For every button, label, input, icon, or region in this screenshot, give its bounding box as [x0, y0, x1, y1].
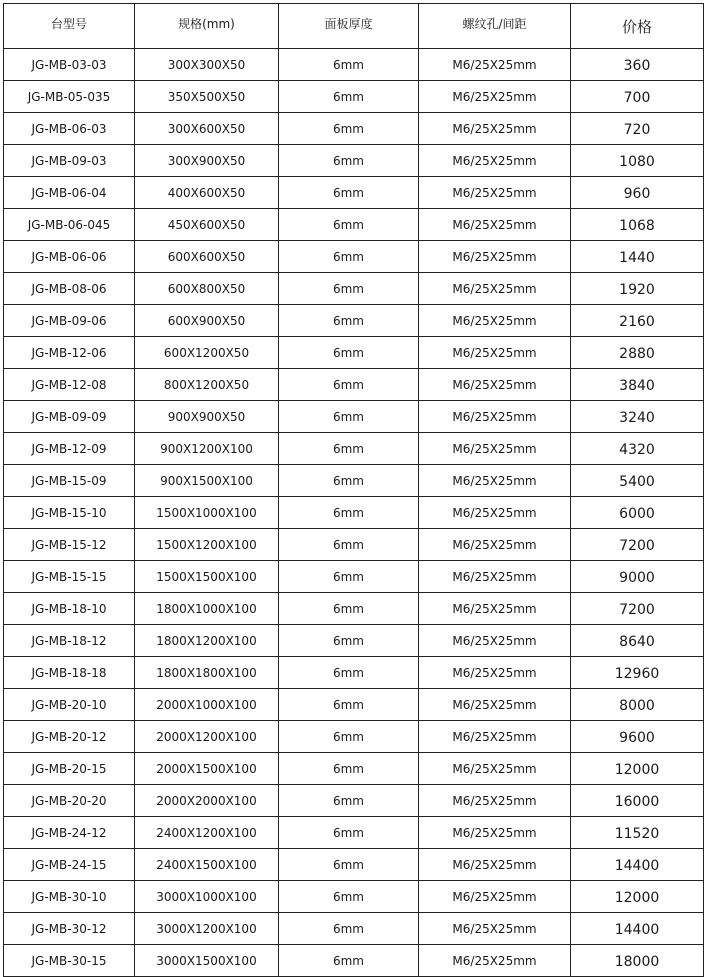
cell-price: 3840 [571, 369, 704, 401]
cell-hole-spacing: M6/25X25mm [419, 785, 571, 817]
cell-size: 300X900X50 [135, 145, 279, 177]
cell-thickness: 6mm [279, 337, 419, 369]
cell-price: 1068 [571, 209, 704, 241]
cell-thickness: 6mm [279, 625, 419, 657]
cell-price: 4320 [571, 433, 704, 465]
cell-size: 450X600X50 [135, 209, 279, 241]
cell-hole-spacing: M6/25X25mm [419, 913, 571, 945]
cell-price: 360 [571, 49, 704, 81]
cell-thickness: 6mm [279, 497, 419, 529]
cell-thickness: 6mm [279, 241, 419, 273]
cell-size: 1800X1200X100 [135, 625, 279, 657]
table-row [4, 945, 704, 977]
cell-size: 3000X1000X100 [135, 881, 279, 913]
cell-price: 8000 [571, 689, 704, 721]
cell-model: JG-MB-09-09 [4, 401, 135, 433]
cell-size: 3000X1200X100 [135, 913, 279, 945]
cell-price: 1080 [571, 145, 704, 177]
cell-hole-spacing: M6/25X25mm [419, 401, 571, 433]
cell-model: JG-MB-15-10 [4, 497, 135, 529]
cell-model: JG-MB-30-12 [4, 913, 135, 945]
cell-size: 900X900X50 [135, 401, 279, 433]
cell-hole-spacing: M6/25X25mm [419, 689, 571, 721]
cell-thickness: 6mm [279, 753, 419, 785]
cell-hole-spacing: M6/25X25mm [419, 81, 571, 113]
table-row [4, 145, 704, 177]
cell-hole-spacing: M6/25X25mm [419, 241, 571, 273]
cell-model: JG-MB-06-03 [4, 113, 135, 145]
cell-size: 900X1500X100 [135, 465, 279, 497]
cell-hole-spacing: M6/25X25mm [419, 209, 571, 241]
table-row [4, 625, 704, 657]
cell-model: JG-MB-12-08 [4, 369, 135, 401]
table-header-row [4, 4, 704, 49]
header-size: 规格(mm) [135, 4, 279, 49]
cell-thickness: 6mm [279, 81, 419, 113]
table-row [4, 785, 704, 817]
cell-model: JG-MB-30-10 [4, 881, 135, 913]
cell-size: 600X800X50 [135, 273, 279, 305]
cell-price: 2880 [571, 337, 704, 369]
table-row [4, 401, 704, 433]
cell-price: 8640 [571, 625, 704, 657]
cell-price: 2160 [571, 305, 704, 337]
cell-price: 1920 [571, 273, 704, 305]
header-thickness: 面板厚度 [279, 4, 419, 49]
cell-hole-spacing: M6/25X25mm [419, 593, 571, 625]
cell-thickness: 6mm [279, 209, 419, 241]
cell-hole-spacing: M6/25X25mm [419, 145, 571, 177]
table-row [4, 561, 704, 593]
cell-price: 1440 [571, 241, 704, 273]
table-row [4, 849, 704, 881]
cell-thickness: 6mm [279, 529, 419, 561]
cell-price: 9600 [571, 721, 704, 753]
table-row [4, 753, 704, 785]
cell-price: 14400 [571, 913, 704, 945]
cell-hole-spacing: M6/25X25mm [419, 465, 571, 497]
cell-thickness: 6mm [279, 369, 419, 401]
cell-model: JG-MB-09-03 [4, 145, 135, 177]
price-table [3, 3, 704, 977]
cell-price: 9000 [571, 561, 704, 593]
cell-model: JG-MB-18-10 [4, 593, 135, 625]
cell-thickness: 6mm [279, 145, 419, 177]
cell-thickness: 6mm [279, 49, 419, 81]
table-row [4, 465, 704, 497]
cell-model: JG-MB-06-06 [4, 241, 135, 273]
cell-hole-spacing: M6/25X25mm [419, 177, 571, 209]
cell-model: JG-MB-20-20 [4, 785, 135, 817]
cell-price: 720 [571, 113, 704, 145]
cell-hole-spacing: M6/25X25mm [419, 817, 571, 849]
cell-thickness: 6mm [279, 177, 419, 209]
cell-model: JG-MB-12-09 [4, 433, 135, 465]
header-model: 台型号 [4, 4, 135, 49]
cell-price: 7200 [571, 529, 704, 561]
cell-price: 12960 [571, 657, 704, 689]
cell-model: JG-MB-06-04 [4, 177, 135, 209]
table-row [4, 81, 704, 113]
cell-thickness: 6mm [279, 657, 419, 689]
cell-hole-spacing: M6/25X25mm [419, 113, 571, 145]
cell-size: 2000X2000X100 [135, 785, 279, 817]
cell-hole-spacing: M6/25X25mm [419, 849, 571, 881]
cell-hole-spacing: M6/25X25mm [419, 721, 571, 753]
cell-size: 900X1200X100 [135, 433, 279, 465]
cell-hole-spacing: M6/25X25mm [419, 433, 571, 465]
cell-hole-spacing: M6/25X25mm [419, 305, 571, 337]
cell-size: 400X600X50 [135, 177, 279, 209]
cell-size: 1500X1000X100 [135, 497, 279, 529]
cell-size: 350X500X50 [135, 81, 279, 113]
cell-thickness: 6mm [279, 689, 419, 721]
cell-size: 300X300X50 [135, 49, 279, 81]
cell-size: 600X1200X50 [135, 337, 279, 369]
cell-size: 2000X1000X100 [135, 689, 279, 721]
cell-thickness: 6mm [279, 945, 419, 977]
cell-size: 300X600X50 [135, 113, 279, 145]
cell-price: 960 [571, 177, 704, 209]
cell-size: 1800X1000X100 [135, 593, 279, 625]
cell-hole-spacing: M6/25X25mm [419, 337, 571, 369]
cell-size: 3000X1500X100 [135, 945, 279, 977]
cell-size: 600X600X50 [135, 241, 279, 273]
cell-model: JG-MB-24-15 [4, 849, 135, 881]
table-row [4, 177, 704, 209]
cell-price: 11520 [571, 817, 704, 849]
table-row [4, 657, 704, 689]
cell-price: 5400 [571, 465, 704, 497]
cell-model: JG-MB-12-06 [4, 337, 135, 369]
cell-thickness: 6mm [279, 113, 419, 145]
cell-price: 16000 [571, 785, 704, 817]
cell-model: JG-MB-09-06 [4, 305, 135, 337]
cell-model: JG-MB-18-12 [4, 625, 135, 657]
cell-size: 2000X1200X100 [135, 721, 279, 753]
cell-price: 12000 [571, 753, 704, 785]
table-row [4, 881, 704, 913]
table-body [4, 49, 704, 977]
cell-model: JG-MB-18-18 [4, 657, 135, 689]
table-row [4, 337, 704, 369]
table-row [4, 369, 704, 401]
cell-model: JG-MB-20-15 [4, 753, 135, 785]
cell-size: 1500X1500X100 [135, 561, 279, 593]
cell-thickness: 6mm [279, 593, 419, 625]
cell-thickness: 6mm [279, 273, 419, 305]
cell-thickness: 6mm [279, 721, 419, 753]
table-row [4, 593, 704, 625]
cell-thickness: 6mm [279, 785, 419, 817]
cell-size: 600X900X50 [135, 305, 279, 337]
header-price: 价格 [571, 4, 704, 49]
cell-hole-spacing: M6/25X25mm [419, 753, 571, 785]
table-row [4, 433, 704, 465]
cell-model: JG-MB-15-09 [4, 465, 135, 497]
cell-thickness: 6mm [279, 881, 419, 913]
cell-hole-spacing: M6/25X25mm [419, 881, 571, 913]
cell-price: 3240 [571, 401, 704, 433]
cell-hole-spacing: M6/25X25mm [419, 945, 571, 977]
cell-model: JG-MB-15-15 [4, 561, 135, 593]
table-row [4, 721, 704, 753]
cell-price: 12000 [571, 881, 704, 913]
cell-size: 800X1200X50 [135, 369, 279, 401]
cell-model: JG-MB-15-12 [4, 529, 135, 561]
cell-hole-spacing: M6/25X25mm [419, 657, 571, 689]
cell-size: 2400X1500X100 [135, 849, 279, 881]
cell-model: JG-MB-06-045 [4, 209, 135, 241]
cell-hole-spacing: M6/25X25mm [419, 529, 571, 561]
cell-model: JG-MB-30-15 [4, 945, 135, 977]
header-hole-spacing: 螺纹孔/间距 [419, 4, 571, 49]
table-row [4, 305, 704, 337]
cell-size: 1800X1800X100 [135, 657, 279, 689]
cell-hole-spacing: M6/25X25mm [419, 561, 571, 593]
cell-thickness: 6mm [279, 913, 419, 945]
table-row [4, 497, 704, 529]
cell-hole-spacing: M6/25X25mm [419, 49, 571, 81]
cell-thickness: 6mm [279, 401, 419, 433]
cell-model: JG-MB-20-10 [4, 689, 135, 721]
cell-price: 18000 [571, 945, 704, 977]
cell-thickness: 6mm [279, 305, 419, 337]
cell-thickness: 6mm [279, 817, 419, 849]
cell-price: 7200 [571, 593, 704, 625]
cell-hole-spacing: M6/25X25mm [419, 273, 571, 305]
table-row [4, 49, 704, 81]
cell-price: 6000 [571, 497, 704, 529]
cell-price: 14400 [571, 849, 704, 881]
cell-thickness: 6mm [279, 849, 419, 881]
cell-thickness: 6mm [279, 561, 419, 593]
cell-thickness: 6mm [279, 433, 419, 465]
cell-hole-spacing: M6/25X25mm [419, 369, 571, 401]
cell-model: JG-MB-05-035 [4, 81, 135, 113]
cell-price: 700 [571, 81, 704, 113]
table-row [4, 273, 704, 305]
cell-hole-spacing: M6/25X25mm [419, 497, 571, 529]
cell-thickness: 6mm [279, 465, 419, 497]
table-row [4, 241, 704, 273]
cell-size: 2000X1500X100 [135, 753, 279, 785]
cell-size: 2400X1200X100 [135, 817, 279, 849]
table-row [4, 817, 704, 849]
cell-hole-spacing: M6/25X25mm [419, 625, 571, 657]
table-row [4, 529, 704, 561]
cell-model: JG-MB-20-12 [4, 721, 135, 753]
cell-size: 1500X1200X100 [135, 529, 279, 561]
table-row [4, 913, 704, 945]
cell-model: JG-MB-03-03 [4, 49, 135, 81]
cell-model: JG-MB-24-12 [4, 817, 135, 849]
table-row [4, 113, 704, 145]
table-row [4, 689, 704, 721]
table-row [4, 209, 704, 241]
cell-model: JG-MB-08-06 [4, 273, 135, 305]
